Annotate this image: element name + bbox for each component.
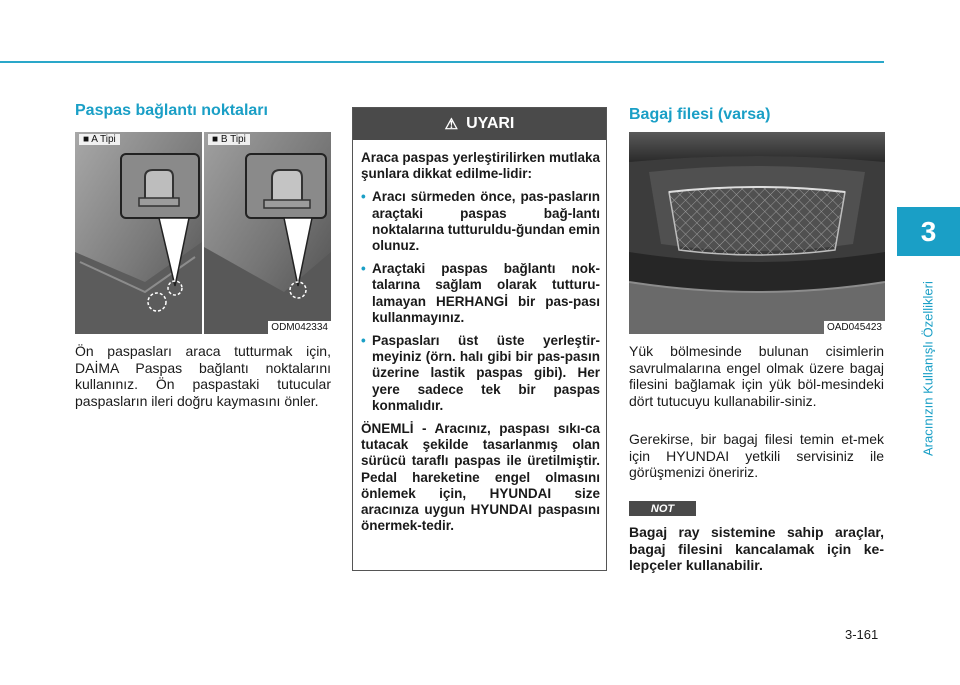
cargo-net-paragraph-1: Yük bölmesinde bulunan cisimlerin savrulmalarına engel olmak üzere bagaj filesini bağlamak için yük böl-mesindeki dört tutucuyu kullanabilir-siniz. bbox=[629, 343, 884, 409]
figure-code-left: ODM042334 bbox=[268, 321, 331, 334]
section-heading-floor-mat: Paspas bağlantı noktaları bbox=[75, 102, 268, 119]
warning-item: • Araçtaki paspas bağlantı nok-talarına sağlam olarak tutturu-lamayan HERHANGİ bir pas-pası kullanmayınız. bbox=[361, 261, 600, 326]
floor-mat-a-illustration bbox=[75, 132, 202, 334]
warning-intro: Araca paspas yerleştirilirken mutlaka şunlara dikkat edilme-lidir: bbox=[361, 150, 600, 182]
warning-important: ÖNEMLİ - Aracınız, paspası sıkı-ca tutacak şekilde tasarlanmış olan sürücü taraflı paspas ile üretilmiştir. Pedal hareketine engel olmasını önlemek için, HYUNDAI size aracınıza uygun HYUNDAI paspasını önermek-tedir. bbox=[361, 421, 600, 534]
trunk-net-illustration bbox=[629, 132, 885, 334]
figure-label-b: ■ B Tipi bbox=[208, 134, 250, 145]
page-number: 3-161 bbox=[845, 627, 879, 642]
section-heading-cargo-net: Bagaj filesi (varsa) bbox=[629, 106, 771, 123]
warning-title: UYARI bbox=[466, 115, 515, 132]
note-badge: NOT bbox=[629, 501, 696, 516]
figure-panel-b bbox=[204, 132, 331, 334]
cargo-net-figure bbox=[629, 132, 885, 334]
chapter-number-tab: 3 bbox=[897, 207, 960, 256]
floor-mat-figure bbox=[75, 132, 331, 334]
warning-item: • Aracı sürmeden önce, pas-pasların araçtaki paspas bağ-lantı noktalarına tutturuldu-ğundan emin olunuz. bbox=[361, 189, 600, 254]
floor-mat-paragraph: Ön paspasları araca tutturmak için, DAİMA Paspas bağlantı noktalarını kullanınız. Ön paspastaki tutucular paspasların ileri doğru kaymasını önler. bbox=[75, 343, 331, 409]
warning-body bbox=[361, 150, 600, 541]
figure-panel-a bbox=[75, 132, 202, 334]
floor-mat-b-illustration bbox=[204, 132, 331, 334]
figure-label-a: ■ A Tipi bbox=[79, 134, 120, 145]
header-rule bbox=[0, 61, 884, 63]
warning-triangle-icon: ⚠ bbox=[444, 116, 459, 133]
chapter-title: Aracınızın Kullanışlı Özellikleri bbox=[920, 281, 936, 457]
warning-box bbox=[352, 107, 607, 571]
figure-code-right: OAD045423 bbox=[824, 321, 885, 334]
note-text: Bagaj ray sistemine sahip araçlar, bagaj filesini kancalamak için ke-lepçeler kullanabilir. bbox=[629, 524, 884, 573]
warning-list bbox=[361, 189, 600, 414]
warning-header bbox=[353, 108, 606, 140]
cargo-net-paragraph-2: Gerekirse, bir bagaj filesi temin et-mek için HYUNDAI yetkili servisiniz ile görüşmenizi öneririz. bbox=[629, 431, 884, 480]
warning-item: • Paspasları üst üste yerleştir-meyiniz (örn. halı gibi bir pas-pasın üzerine lastik paspas gibi). Her yere sadece tek bir paspas konmalıdır. bbox=[361, 333, 600, 414]
